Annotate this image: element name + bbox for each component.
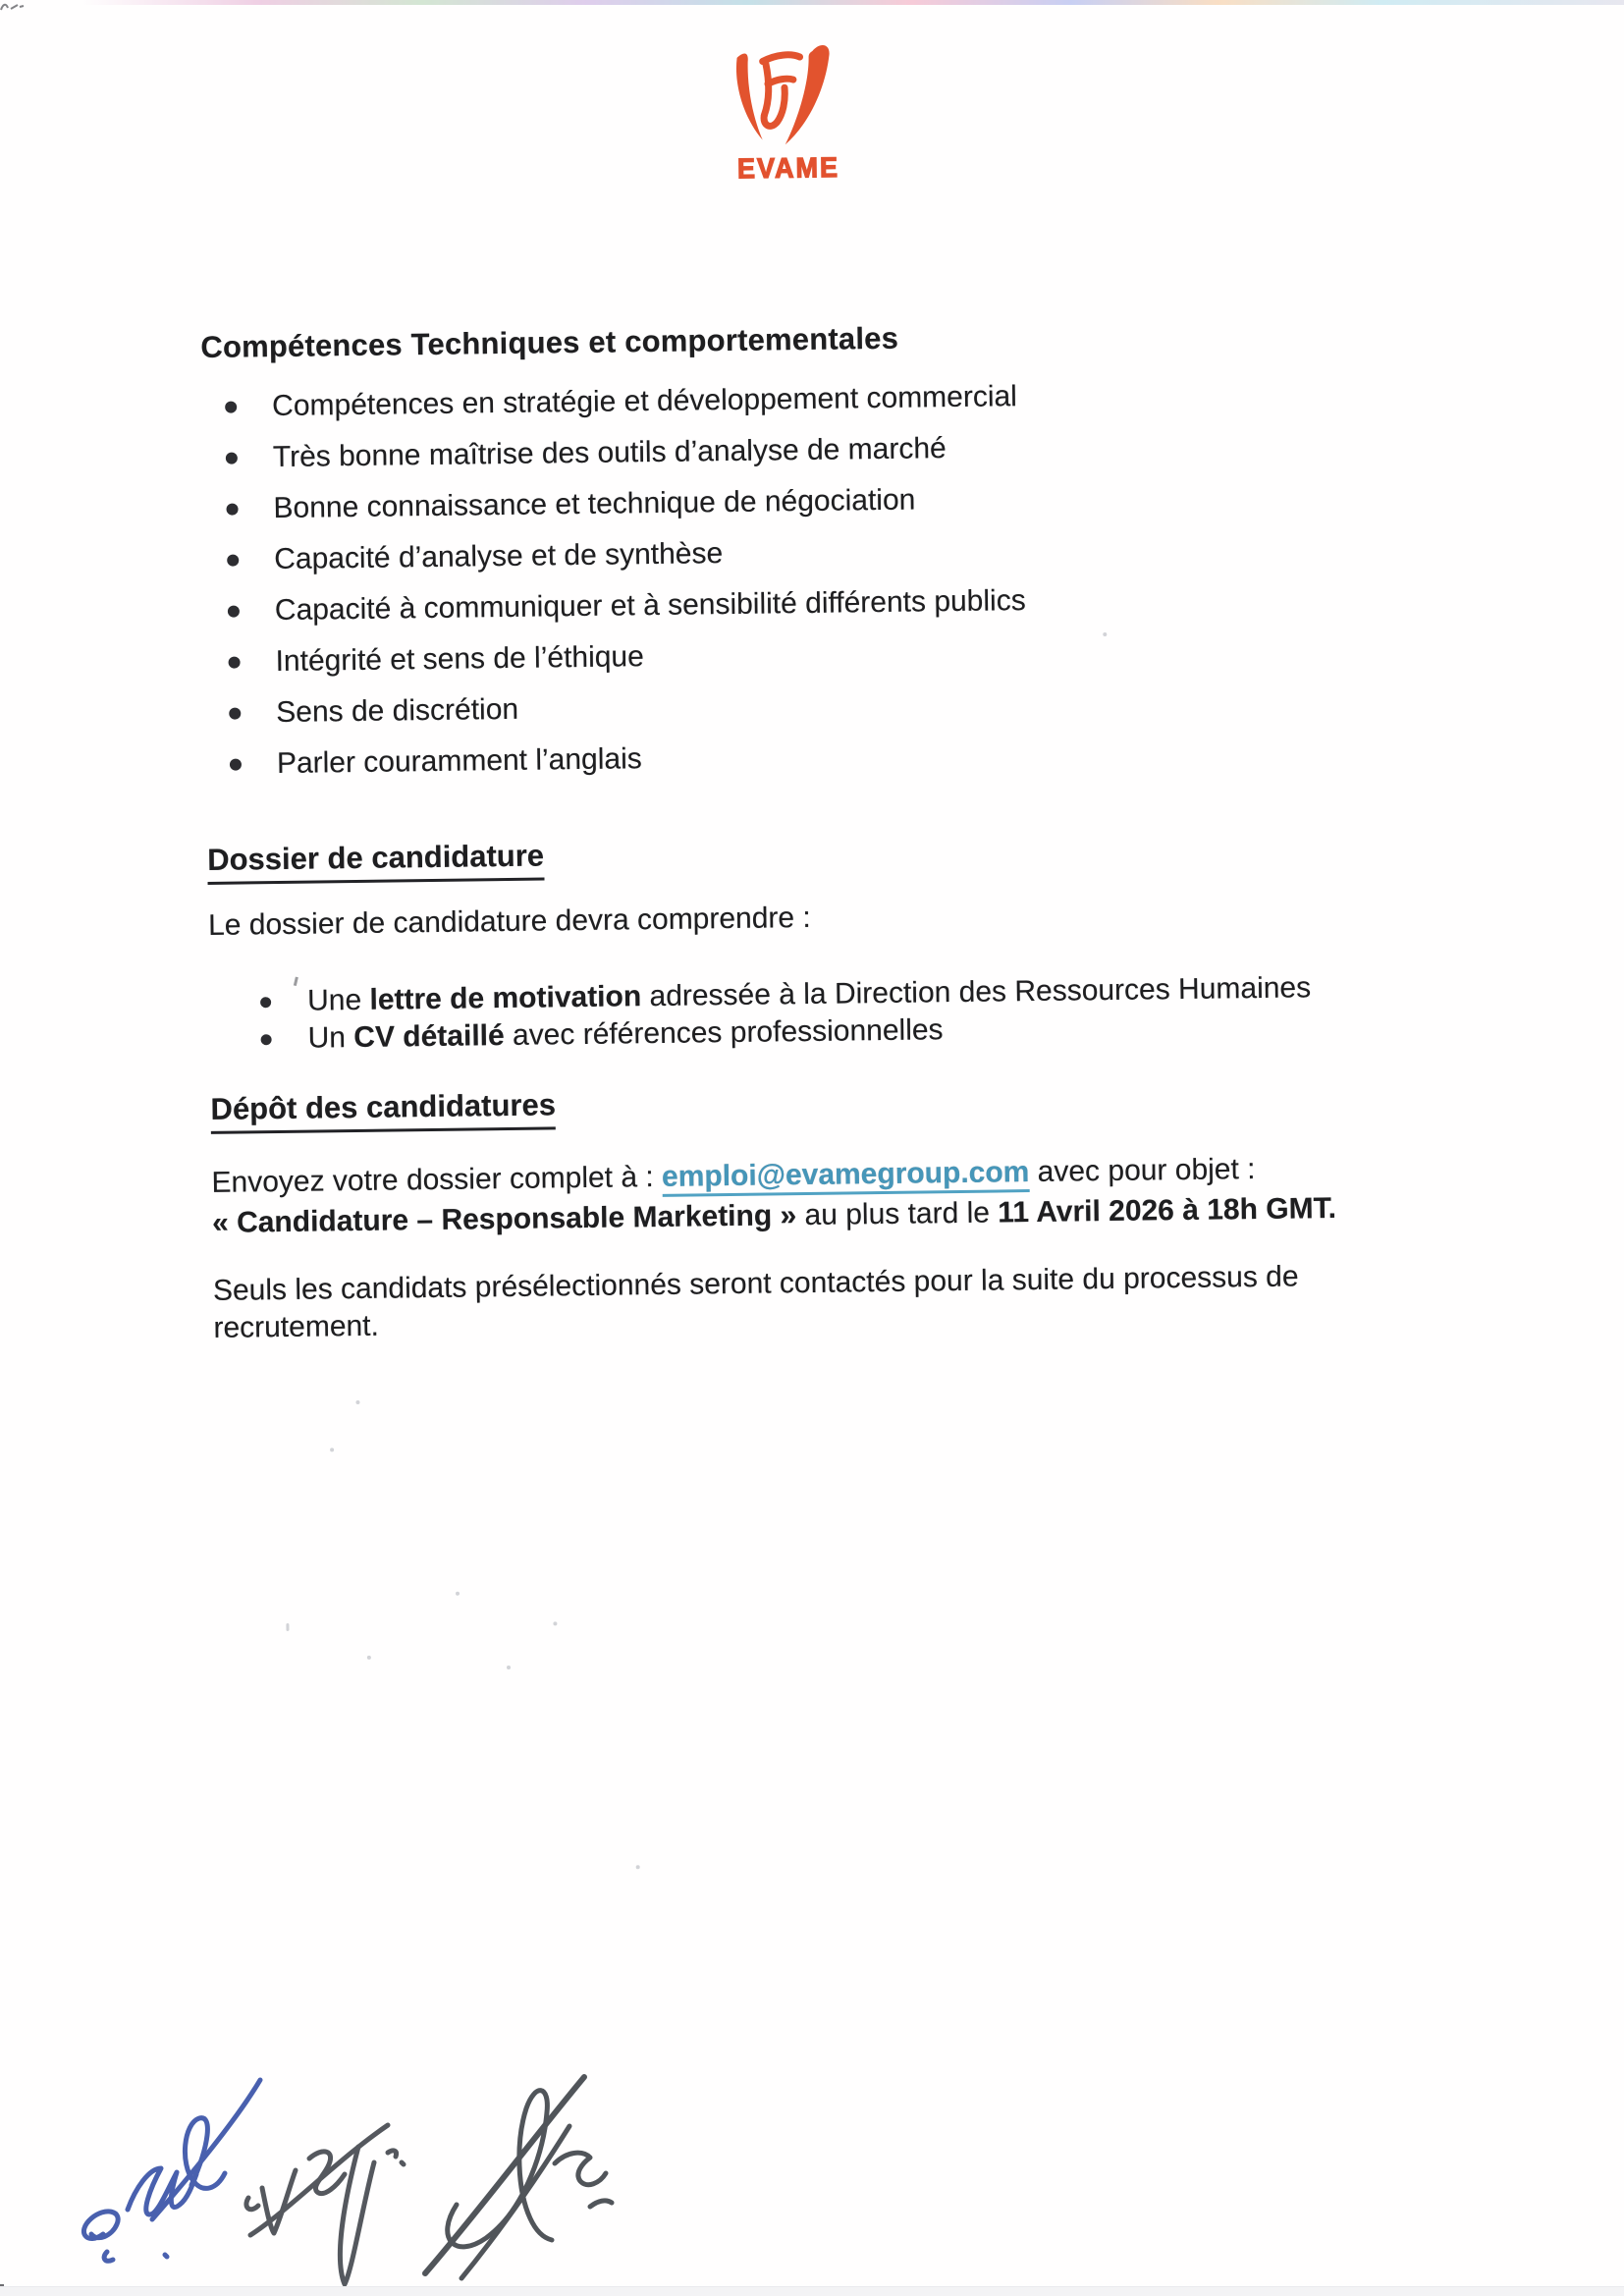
scan-edge-artifact — [0, 2286, 1624, 2296]
bullet-icon — [228, 606, 240, 618]
list-item-text: Capacité à communiquer et à sensibilité différents publics — [274, 584, 1026, 628]
dossier-intro: Le dossier de candidature devra comprendre : — [207, 901, 811, 942]
scan-speck — [330, 1448, 334, 1451]
scan-speck — [507, 1666, 511, 1669]
list-item-text: Intégrité et sens de l’éthique — [275, 640, 645, 679]
bullet-icon — [225, 402, 237, 413]
submission-paragraph — [211, 1148, 1336, 1243]
list-item-text: Bonne connaissance et technique de négociation — [273, 483, 916, 525]
list-item-text: Sens de discrétion — [276, 692, 519, 730]
section-title-depot: Dépôt des candidatures — [210, 1087, 556, 1134]
list-item-text: Capacité d’analyse et de synthèse — [274, 537, 724, 576]
section-title-competences: Compétences Techniques et comportementales — [200, 320, 899, 365]
scan-speck — [553, 1621, 557, 1625]
list-item-text: Un CV détaillé avec références professionnelles — [307, 1013, 944, 1055]
send-instruction-pre: Envoyez votre dossier complet à : — [211, 1160, 663, 1199]
bullet-icon — [260, 997, 271, 1008]
send-instruction-post: avec pour objet : — [1029, 1153, 1256, 1189]
dossier-list — [209, 969, 1312, 1059]
bullet-icon — [261, 1034, 272, 1045]
scan-speck — [355, 1400, 359, 1404]
scan-speck — [1103, 632, 1107, 636]
scan-speck — [367, 1656, 371, 1660]
application-subject: « Candidature – Responsable Marketing » — [211, 1199, 797, 1239]
bullet-icon — [229, 708, 241, 720]
scan-speck — [636, 1865, 640, 1869]
deadline-date: 11 Avril 2026 à 18h GMT. — [998, 1191, 1337, 1230]
bullet-icon — [227, 555, 239, 567]
closing-paragraph: Seuls les candidats présélectionnés seront contactés pour la suite du processus de recrutement. — [212, 1260, 1299, 1344]
signature-dark-ink-1 — [241, 2119, 417, 2296]
scan-speck — [456, 1592, 460, 1596]
email-link[interactable]: emploi@evamegroup.com — [662, 1156, 1030, 1197]
scan-speck — [286, 1623, 289, 1631]
list-item-text: Parler couramment l’anglais — [276, 742, 642, 781]
bullet-icon — [226, 453, 238, 465]
list-item-text: Très bonne maîtrise des outils d’analyse de marché — [272, 432, 947, 474]
section-title-dossier: Dossier de candidature — [207, 838, 544, 884]
logo-wordmark: EVAME — [736, 151, 840, 185]
list-item-text: Compétences en stratégie et développement commercial — [271, 380, 1018, 423]
evame-logo-icon — [723, 30, 852, 150]
competences-list — [201, 371, 1028, 791]
bullet-icon — [226, 504, 238, 516]
list-item-text: Une lettre de motivation adressée à la Direction des Ressources Humaines — [306, 971, 1312, 1017]
bullet-icon — [229, 657, 241, 669]
signature-dark-ink-2 — [407, 2048, 619, 2293]
company-logo — [722, 30, 853, 185]
bullet-icon — [230, 758, 242, 770]
deadline-text: au plus tard le — [795, 1196, 999, 1232]
list-item — [206, 729, 1028, 791]
